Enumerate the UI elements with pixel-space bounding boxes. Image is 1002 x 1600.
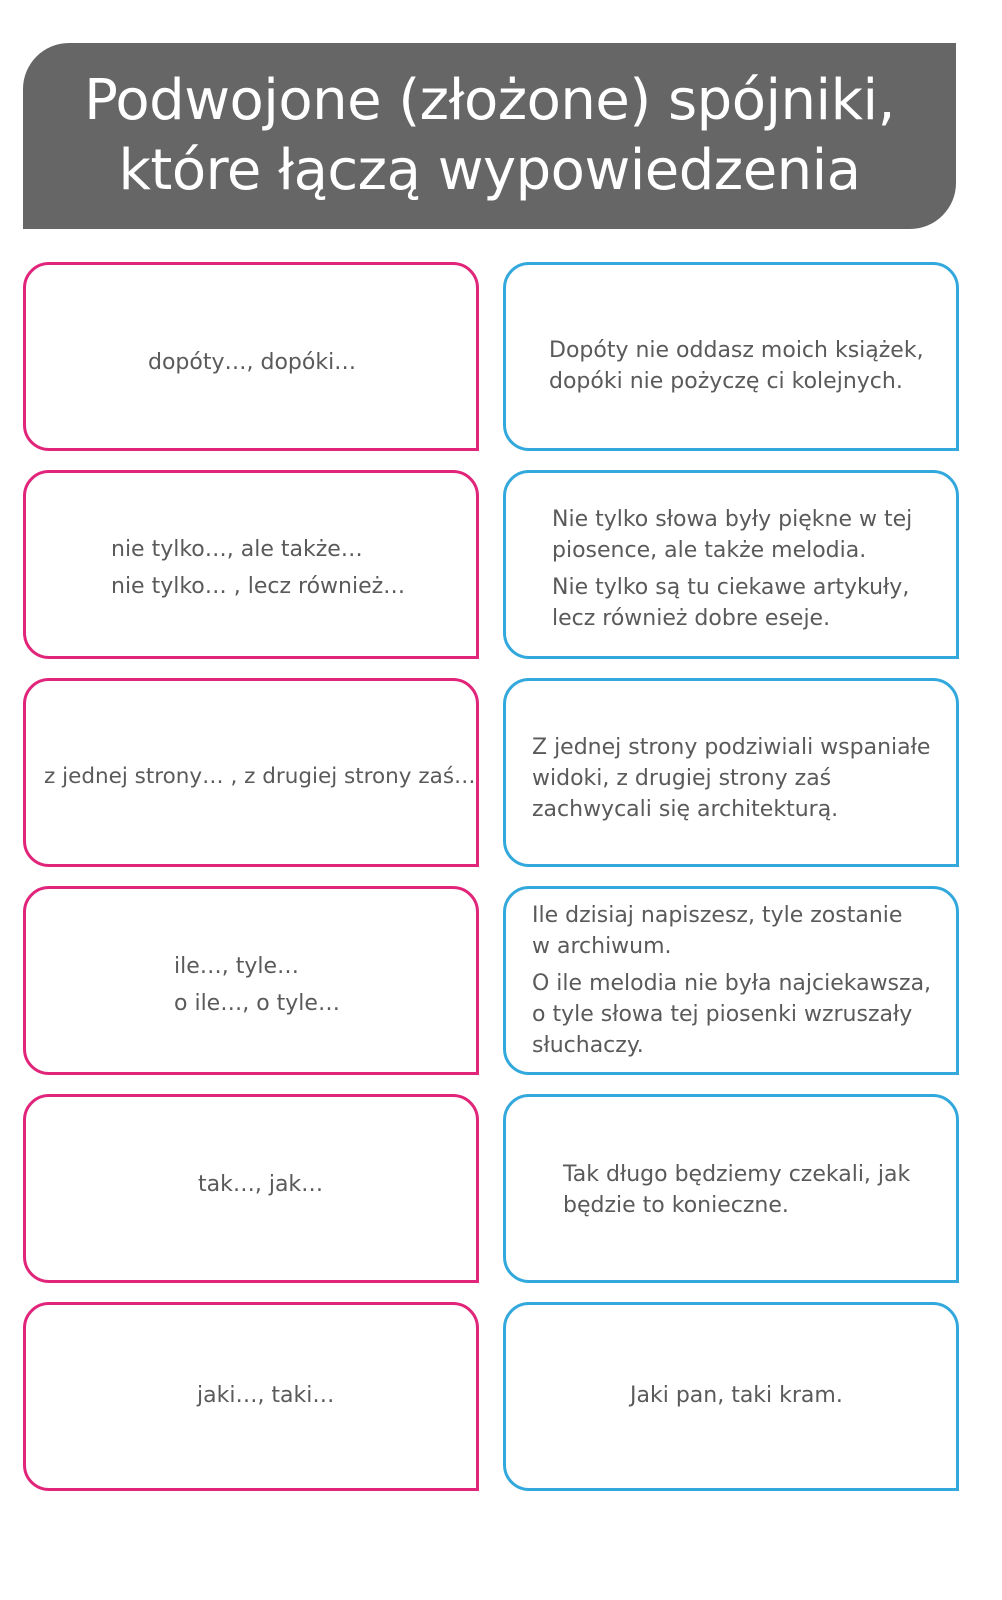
example-text: Dopóty nie oddasz moich książek, bbox=[549, 338, 924, 363]
conjunction-text: z jednej strony… , z drugiej strony zaś… bbox=[44, 764, 476, 789]
conjunction-text: nie tylko… , lecz również… bbox=[111, 574, 406, 599]
example-card bbox=[503, 886, 959, 1075]
example-text: w archiwum. bbox=[532, 934, 672, 959]
conjunction-card bbox=[23, 678, 479, 867]
example-text: dopóki nie pożyczę ci kolejnych. bbox=[549, 369, 903, 394]
example-card bbox=[503, 470, 959, 659]
example-text: piosence, ale także melodia. bbox=[552, 538, 867, 563]
example-card bbox=[503, 1094, 959, 1283]
example-card bbox=[503, 262, 959, 451]
conjunction-card bbox=[23, 886, 479, 1075]
example-text: O ile melodia nie była najciekawsza, bbox=[532, 971, 932, 996]
conjunction-card bbox=[23, 470, 479, 659]
conjunction-text: jaki…, taki… bbox=[197, 1383, 335, 1408]
example-text: będzie to konieczne. bbox=[563, 1193, 789, 1218]
conjunction-card bbox=[23, 1094, 479, 1283]
example-text: zachwycali się architekturą. bbox=[532, 797, 839, 822]
example-text: lecz również dobre eseje. bbox=[552, 606, 831, 631]
title-banner bbox=[23, 43, 956, 229]
example-card bbox=[503, 678, 959, 867]
example-text: Nie tylko słowa były piękne w tej bbox=[552, 507, 913, 532]
conjunction-text: dopóty…, dopóki… bbox=[148, 350, 357, 375]
conjunction-text: o ile…, o tyle… bbox=[174, 991, 340, 1016]
conjunction-text: nie tylko…, ale także… bbox=[111, 537, 363, 562]
page-title-line-2: które łączą wypowiedzenia bbox=[118, 138, 861, 203]
example-text: Jaki pan, taki kram. bbox=[630, 1383, 843, 1408]
example-text: Tak długo będziemy czekali, jak bbox=[563, 1162, 911, 1187]
example-text: Ile dzisiaj napiszesz, tyle zostanie bbox=[532, 903, 903, 928]
conjunction-card bbox=[23, 1302, 479, 1491]
example-text: widoki, z drugiej strony zaś bbox=[532, 766, 832, 791]
example-text: o tyle słowa tej piosenki wzruszały bbox=[532, 1002, 913, 1027]
conjunction-card bbox=[23, 262, 479, 451]
example-card bbox=[503, 1302, 959, 1491]
conjunction-text: ile…, tyle… bbox=[174, 954, 300, 979]
example-text: Nie tylko są tu ciekawe artykuły, bbox=[552, 575, 910, 600]
example-text: słuchaczy. bbox=[532, 1033, 644, 1058]
example-text: Z jednej strony podziwiali wspaniałe bbox=[532, 735, 931, 760]
conjunction-text: tak…, jak… bbox=[198, 1172, 324, 1197]
page-title-line-1: Podwojone (złożone) spójniki, bbox=[84, 68, 895, 133]
